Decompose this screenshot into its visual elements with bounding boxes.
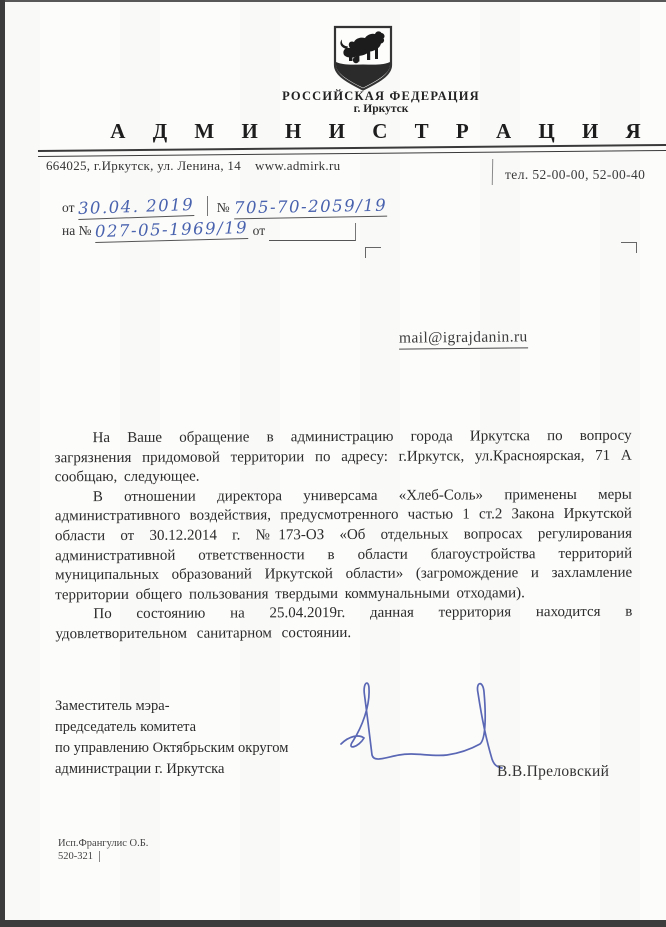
signer-title-line: администрации г. Иркутска <box>55 761 225 777</box>
outgoing-reference-row <box>62 196 387 218</box>
recipient-email: mail@igrajdanin.ru <box>399 328 528 349</box>
reply-date-label: от <box>252 223 266 238</box>
scan-edge-left <box>0 0 5 927</box>
sender-phone: тел. 52-00-00, 52-00-40 <box>505 167 646 182</box>
date-label: от <box>62 200 75 215</box>
body-paragraph-3: По состоянию на 25.04.2019г. данная территория находится в удовлетворительном санитарном состоянии. <box>55 604 633 643</box>
number-label: № <box>216 200 230 215</box>
incoming-reference-row <box>62 217 356 242</box>
scan-edge-bottom <box>0 920 666 927</box>
signer-title-block <box>55 696 288 780</box>
reference-divider <box>207 196 208 216</box>
executor-block <box>58 837 148 863</box>
signer-title-line: по управлению Октябрьским округом <box>55 740 289 756</box>
postal-address: 664025, г.Иркутск, ул. Ленина, 14 <box>46 158 242 173</box>
sender-address <box>46 158 340 174</box>
outgoing-number-handwritten: 705-70-2059/19 <box>233 195 387 218</box>
body-paragraph-1: На Ваше обращение в администрацию города Иркутска по вопросу загрязнения придомовой территории по адресу: г.Иркутск, ул.Красноярская, 71 А сообщаю, следующее. <box>54 427 632 486</box>
address-zone-corner-left <box>365 247 381 258</box>
signer-title-line: Заместитель мэра- <box>55 698 170 714</box>
organization-title: А Д М И Н И С Т Р А Ц И Я <box>110 119 652 143</box>
contact-divider <box>492 159 493 185</box>
header-double-rule <box>38 144 666 157</box>
signer-title-line: председатель комитета <box>55 719 197 735</box>
reply-date-empty-field <box>269 223 356 241</box>
irkutsk-coat-of-arms-icon <box>329 25 397 92</box>
website-link: www.admirk.ru <box>255 158 341 173</box>
incoming-number-handwritten: 027-05-1969/19 <box>95 217 249 242</box>
signer-name: В.В.Преловский <box>497 763 610 780</box>
outgoing-date-handwritten: 30.04. 2019 <box>78 194 195 219</box>
address-zone-corner-right <box>621 242 637 253</box>
reply-to-label: на № <box>62 223 92 238</box>
scan-edge-top <box>0 0 666 2</box>
executor-name: Исп.Франгулис О.Б. <box>58 838 149 849</box>
letter-body <box>55 427 633 645</box>
executor-phone: 520-321 <box>58 851 100 862</box>
body-paragraph-2: В отношении директора универсама «Хлеб-Соль» применены меры административного воздействия, предусмотренного частью 1 ст.2 Закона Иркутской области от 30.12.2014 г. №173-ОЗ «Об отдельных вопросах регулирования административной ответственности в области благоустройства территорий муниципальных образований Иркутской области» (загромождение и захламление территории общего пользования твердыми коммунальными отходами). <box>54 486 633 604</box>
city-title: г. Иркутск <box>353 103 409 115</box>
handwritten-signature <box>333 678 538 776</box>
country-title: РОССИЙСКАЯ ФЕДЕРАЦИЯ <box>282 89 480 103</box>
